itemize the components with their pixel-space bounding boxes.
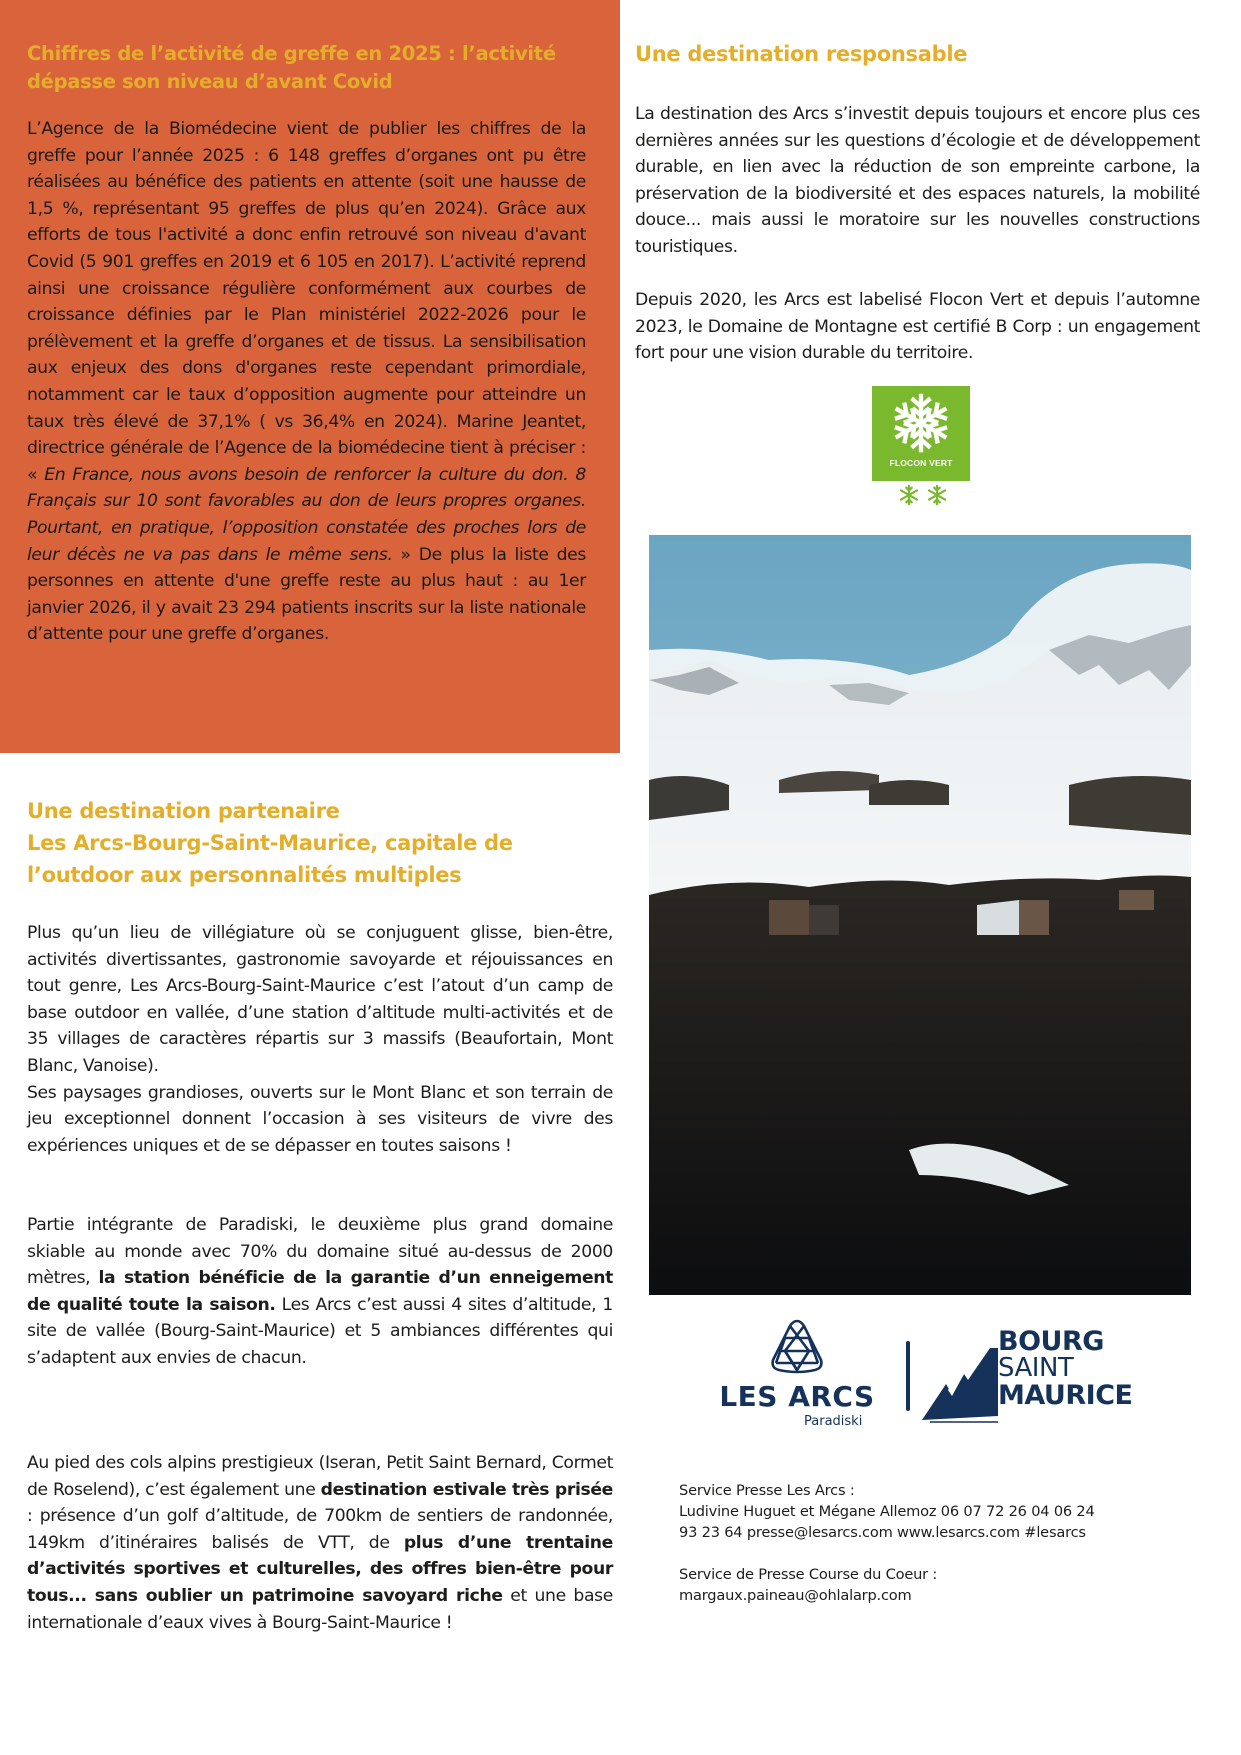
bsm-logo-line-1: BOURG	[998, 1326, 1104, 1357]
partenaire-heading	[27, 795, 607, 891]
partenaire-heading-line-1: Une destination partenaire	[27, 799, 340, 823]
bourg-saint-maurice-mountain-icon	[922, 1344, 1002, 1424]
partenaire-text-2a: Partie intégrante de Paradiski, le deuxième plus grand domaine skiable au monde avec 70% du domaine situé au-dessus de 2000 mètres,	[27, 1215, 613, 1289]
bsm-logo-line-2: SAINT	[998, 1353, 1074, 1383]
partenaire-text-3a: Au pied des cols alpins prestigieux (Iseran, Petit Saint Bernard, Cormet de Roselend), c’est également une	[27, 1453, 613, 1500]
mountain-photo	[649, 535, 1191, 1295]
partenaire-paragraph-2	[27, 1212, 613, 1372]
partenaire-text-2b: Les Arcs c’est aussi 4 sites d’altitude, 1 site de vallée (Bourg-Saint-Maurice) et 5 ambiances différentes qui s’adaptent aux envies de chacun.	[27, 1294, 614, 1368]
greffe-text-intro: L’Agence de la Biomédecine vient de publier les chiffres de la greffe pour l’année 2025 : 6 148 greffes d’organes ont pu être réalisées au bénéfice des patients en attente (soit une hausse de 1,5 %, représentant 95 greffes de plus qu’en 2024). Grâce aux efforts de tous l'activité a donc enfin retrouvé son niveau d'avant Covid (5 901 greffes en 2019 et 6 105 en 2017). L’activité reprend ainsi une croissance régulière conformément aux courbes de croissance définies par le Plan ministériel 2022-2026 pour le prélèvement et la greffe d’organes et de tissus. La sensibilisation aux enjeux des dons d'organes reste cependant primordiale, notamment car le taux d’opposition augmente pour atteindre un taux très élevé de 37,1% ( vs 36,4% en 2024). Marine Jeantet, directrice générale de l’Agence de la biomédecine tient à préciser : «	[27, 119, 586, 485]
flocon-vert-label: FLOCON VERT	[889, 458, 953, 468]
greffe-paragraph	[27, 116, 586, 648]
logo-divider	[906, 1341, 910, 1411]
partenaire-text-3b: : présence d’un golf d’altitude, de 700km de sentiers de randonnée, 149km d’itinéraires balisés de VTT, de	[27, 1506, 613, 1553]
spacer	[679, 1543, 1159, 1564]
partenaire-text-3-bold-2: plus d’une trentaine d’activités sportives et culturelles, des offres bien-être pour tous... sans oublier un patrimoine savoyard riche	[27, 1532, 613, 1606]
responsable-heading: Une destination responsable	[635, 42, 968, 66]
partenaire-text-3-bold-1: destination estivale très prisée	[320, 1479, 613, 1500]
contact-les-arcs-names: Ludivine Huguet et Mégane Allemoz 06 07 72 26 04 06 24	[679, 1503, 1095, 1520]
partner-logos	[712, 1318, 1142, 1434]
contact-course-coeur-title: Service de Presse Course du Coeur :	[679, 1566, 938, 1583]
bsm-logo-line-3: MAURICE	[998, 1380, 1133, 1411]
greffe-quote: En France, nous avons besoin de renforcer la culture du don. 8 Français sur 10 sont favorables au don de leurs propres organes. Pourtant, en pratique, l’opposition constatée des proches lors de leur décès ne va pas dans le même sens.	[27, 464, 586, 565]
press-contact	[679, 1480, 1159, 1606]
contact-course-coeur-email[interactable]: margaux.paineau@ohlalarp.com	[679, 1587, 912, 1604]
partenaire-paragraph-3	[27, 1450, 613, 1636]
flocon-vert-badge	[872, 386, 970, 481]
greffe-heading: Chiffres de l’activité de greffe en 2025 : l’activité dépasse son niveau d’avant Covid	[27, 42, 556, 93]
partenaire-text-1a: Plus qu’un lieu de villégiature où se conjuguent glisse, bien-être, activités divertissantes, gastronomie savoyarde et réjouissances en tout genre, Les Arcs-Bourg-Saint-Maurice c’est l’atout d’un camp de base outdoor en vallée, d’une station d’altitude multi-activités et de 35 villages de caractères répartis sur 3 massifs (Beaufortain, Mont Blanc, Vanoise).	[27, 923, 613, 1076]
snowflake-star-icon	[898, 484, 920, 506]
partenaire-text-1b: Ses paysages grandioses, ouverts sur le Mont Blanc et son terrain de jeu exceptionnel donnent l’occasion à ses visiteurs de vivre des expériences uniques et de se dépasser en toutes saisons !	[27, 1082, 613, 1156]
partenaire-heading-line-2: Les Arcs-Bourg-Saint-Maurice, capitale de l’outdoor aux personnalités multiples	[27, 831, 513, 887]
responsable-paragraph-2: Depuis 2020, les Arcs est labelisé Flocon Vert et depuis l’automne 2023, le Domaine de Montagne est certifié B Corp : un engagement fort pour une vision durable du territoire.	[635, 290, 1200, 364]
mountain-landscape-illustration	[649, 535, 1191, 1295]
contact-les-arcs-details: 93 23 64 presse@lesarcs.com www.lesarcs.com #lesarcs	[679, 1524, 1086, 1541]
partenaire-text-3c: et une base internationale d’eaux vives à Bourg-Saint-Maurice !	[27, 1585, 614, 1633]
partenaire-paragraph-1	[27, 920, 613, 1159]
greffe-text-outro: » De plus la liste des personnes en attente d'une greffe reste au plus haut : au 1er janvier 2026, il y avait 23 294 patients inscrits sur la liste nationale d’attente pour une greffe d’organes.	[27, 544, 586, 645]
les-arcs-dome-icon	[768, 1318, 826, 1376]
flocon-rating	[893, 484, 953, 508]
snowflake-star-icon	[926, 484, 948, 506]
snowflake-icon	[890, 392, 952, 454]
contact-les-arcs-title: Service Presse Les Arcs :	[679, 1482, 855, 1499]
responsable-paragraph-1: La destination des Arcs s’investit depuis toujours et encore plus ces dernières années sur les questions d’écologie et de développement durable, en lien avec la réduction de son empreinte carbone, la préservation de la biodiversité et des espaces naturels, la mobilité douce... mais aussi le moratoire sur les nouvelles constructions touristiques.	[635, 104, 1200, 257]
les-arcs-logo-text: LES ARCS	[719, 1380, 875, 1413]
les-arcs-logo-subtitle: Paradiski	[804, 1414, 863, 1429]
partenaire-text-2-bold: la station bénéficie de la garantie d’un enneigement de qualité toute la saison.	[27, 1268, 613, 1315]
